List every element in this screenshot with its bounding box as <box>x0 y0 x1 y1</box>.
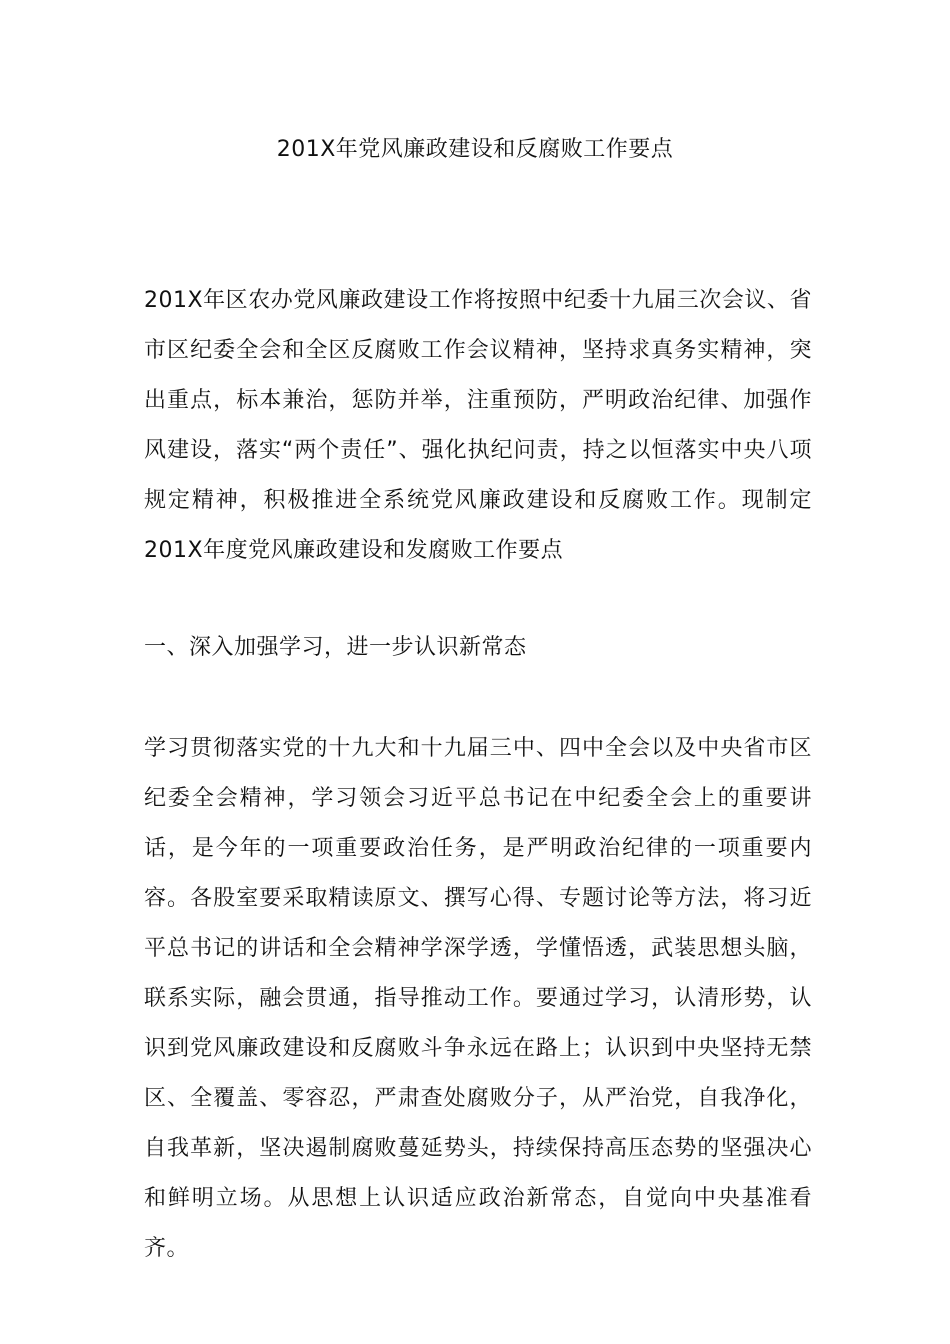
section-heading: 一、深入加强学习，进一步认识新常态 <box>144 635 527 660</box>
intro-paragraph: 201X年区农办党风廉政建设工作将按照中纪委十九届三次会议、省市区纪委全会和全区反腐败工作会议精神，坚持求真务实精神，突出重点，标本兼治，惩防并举，注重预防，严明政治纪律、加强作风建设，落实“两个责任”、强化执纪问责，持之以恒落实中央八项规定精神，积极推进全系统党风廉政建设和反腐败工作。现制定201X年度党风廉政建设和发腐败工作要点 <box>144 288 812 563</box>
document-title: 201X年党风廉政建设和反腐败工作要点 <box>276 137 674 162</box>
section-body-paragraph: 学习贯彻落实党的十九大和十九届三中、四中全会以及中央省市区纪委全会精神，学习领会习近平总书记在中纪委全会上的重要讲话，是今年的一项重要政治任务，是严明政治纪律的一项重要内容。各股室要采取精读原文、撰写心得、专题讨论等方法，将习近平总书记的讲话和全会精神学深学透，学懂悟透，武装思想头脑，联系实际，融会贯通，指导推动工作。要通过学习，认清形势，认识到党风廉政建设和反腐败斗争永远在路上；认识到中央坚持无禁区、全覆盖、零容忍，严肃查处腐败分子，从严治党，自我净化，自我革新，坚决遏制腐败蔓延势头，持续保持高压态势的坚强决心和鲜明立场。从思想上认识适应政治新常态，自觉向中央基准看齐。 <box>144 736 812 1261</box>
